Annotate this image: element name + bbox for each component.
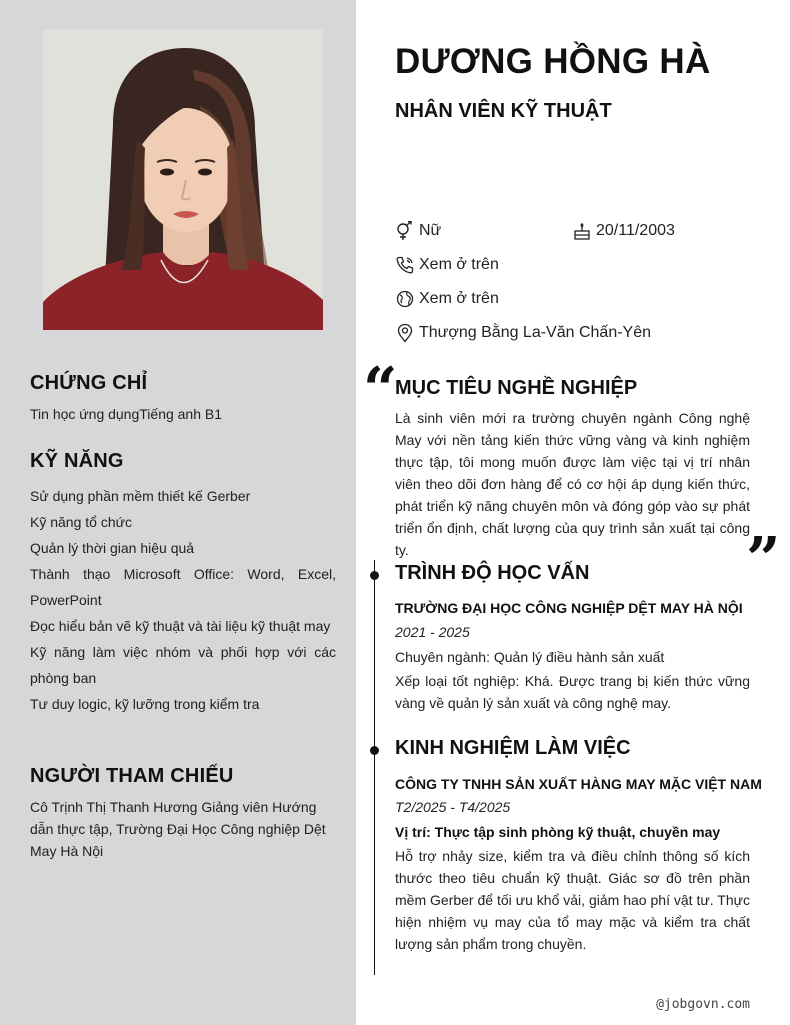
experience-company: CÔNG TY TNHH SẢN XUẤT HÀNG MAY MẶC VIỆT NAM xyxy=(395,776,762,792)
gender-icon xyxy=(395,221,415,241)
sidebar xyxy=(0,0,356,1025)
timeline-line xyxy=(374,560,375,975)
footer-watermark: @jobgovn.com xyxy=(656,997,750,1012)
experience-position: Vị trí: Thực tập sinh phòng kỹ thuật, chuyền may xyxy=(395,824,721,840)
birthday-text: 20/11/2003 xyxy=(596,222,675,239)
address-row xyxy=(395,323,651,343)
profile-photo xyxy=(43,30,323,330)
location-pin-icon xyxy=(395,323,415,343)
timeline-dot xyxy=(370,571,379,580)
references-text: Cô Trịnh Thị Thanh Hương Giảng viên Hướng dẫn thực tập, Trường Đại Học Công nghiệp Dệt May Hà Nội xyxy=(30,799,326,859)
timeline-dot xyxy=(370,746,379,755)
references-section xyxy=(30,765,336,862)
skill-item: Kỹ năng tổ chức xyxy=(30,514,132,530)
portrait-illustration xyxy=(43,30,323,330)
website-row xyxy=(395,289,499,309)
phone-text: Xem ở trên xyxy=(419,256,499,273)
open-quote-icon: “ xyxy=(363,355,398,425)
website-text: Xem ở trên xyxy=(419,290,499,307)
education-title: TRÌNH ĐỘ HỌC VẤN xyxy=(395,562,590,584)
close-quote-icon: ” xyxy=(746,525,781,595)
skill-item: Kỹ năng làm việc nhóm và phối hợp với các phòng ban xyxy=(30,644,336,686)
skill-item: Quản lý thời gian hiệu quả xyxy=(30,540,195,556)
skills-list xyxy=(30,483,336,717)
gender-row xyxy=(395,221,441,241)
experience-description: Hỗ trợ nhảy size, kiểm tra và điều chỉnh thông số kích thước theo tiêu chuẩn kỹ thuật. Giác sơ đồ trên phần mềm Gerber để tối ưu khổ vải, giảm hao phí vật tư. Thực hiện nhiệm vụ may của tổ may mặc và kiểm tra chất lượng sản phẩm trong chuyền. xyxy=(395,848,750,952)
objective-title: MỤC TIÊU NGHỀ NGHIỆP xyxy=(395,377,638,399)
education-period: 2021 - 2025 xyxy=(395,624,470,640)
main-content xyxy=(356,0,790,1025)
candidate-name: DƯƠNG HỒNG HÀ xyxy=(395,42,711,81)
job-title: NHÂN VIÊN KỸ THUẬT xyxy=(395,100,612,122)
education-school: TRƯỜNG ĐẠI HỌC CÔNG NGHIỆP DỆT MAY HÀ NỘI xyxy=(395,600,743,616)
skill-item: Đọc hiểu bản vẽ kỹ thuật và tài liệu kỹ thuật may xyxy=(30,618,331,634)
references-title: NGƯỜI THAM CHIẾU xyxy=(30,765,234,787)
skill-item: Thành thạo Microsoft Office: Word, Excel, PowerPoint xyxy=(30,566,336,608)
experience-title: KINH NGHIỆM LÀM VIỆC xyxy=(395,737,631,759)
globe-icon xyxy=(395,289,415,309)
skills-title: KỸ NĂNG xyxy=(30,450,124,472)
gender-text: Nữ xyxy=(419,222,442,239)
education-major: Chuyên ngành: Quản lý điều hành sản xuất xyxy=(395,649,665,665)
skill-item: Sử dụng phần mềm thiết kế Gerber xyxy=(30,488,251,504)
birthday-row xyxy=(572,221,675,241)
phone-row xyxy=(395,255,499,275)
skill-item: Tư duy logic, kỹ lưỡng trong kiểm tra xyxy=(30,696,260,712)
education-grade: Xếp loại tốt nghiệp: Khá. Được trang bị kiến thức vững vàng về quản lý sản xuất và công nghệ may. xyxy=(395,673,750,711)
phone-icon xyxy=(395,255,415,275)
address-text: Thượng Bằng La-Văn Chấn-Yên xyxy=(419,324,652,341)
skills-section xyxy=(30,450,336,717)
certificates-section xyxy=(30,372,336,425)
objective-text: Là sinh viên mới ra trường chuyên ngành Công nghệ May với nền tảng kiến thức vững vàng và kinh nghiệm thực tập, tôi mong muốn được làm việc tại vị trí nhân viên theo dõi đơn hàng để có cơ hội áp dụng kiến thức, phát triển kỹ năng chuyên môn và đóng góp vào sự phát triển ổn định, chất lượng của quy trình sản xuất tại công ty. xyxy=(395,410,750,558)
experience-period: T2/2025 - T4/2025 xyxy=(395,799,511,815)
certificates-title: CHỨNG CHỈ xyxy=(30,372,148,394)
cake-icon xyxy=(572,221,592,241)
certificates-text: Tin học ứng dụngTiếng anh B1 xyxy=(30,406,223,422)
